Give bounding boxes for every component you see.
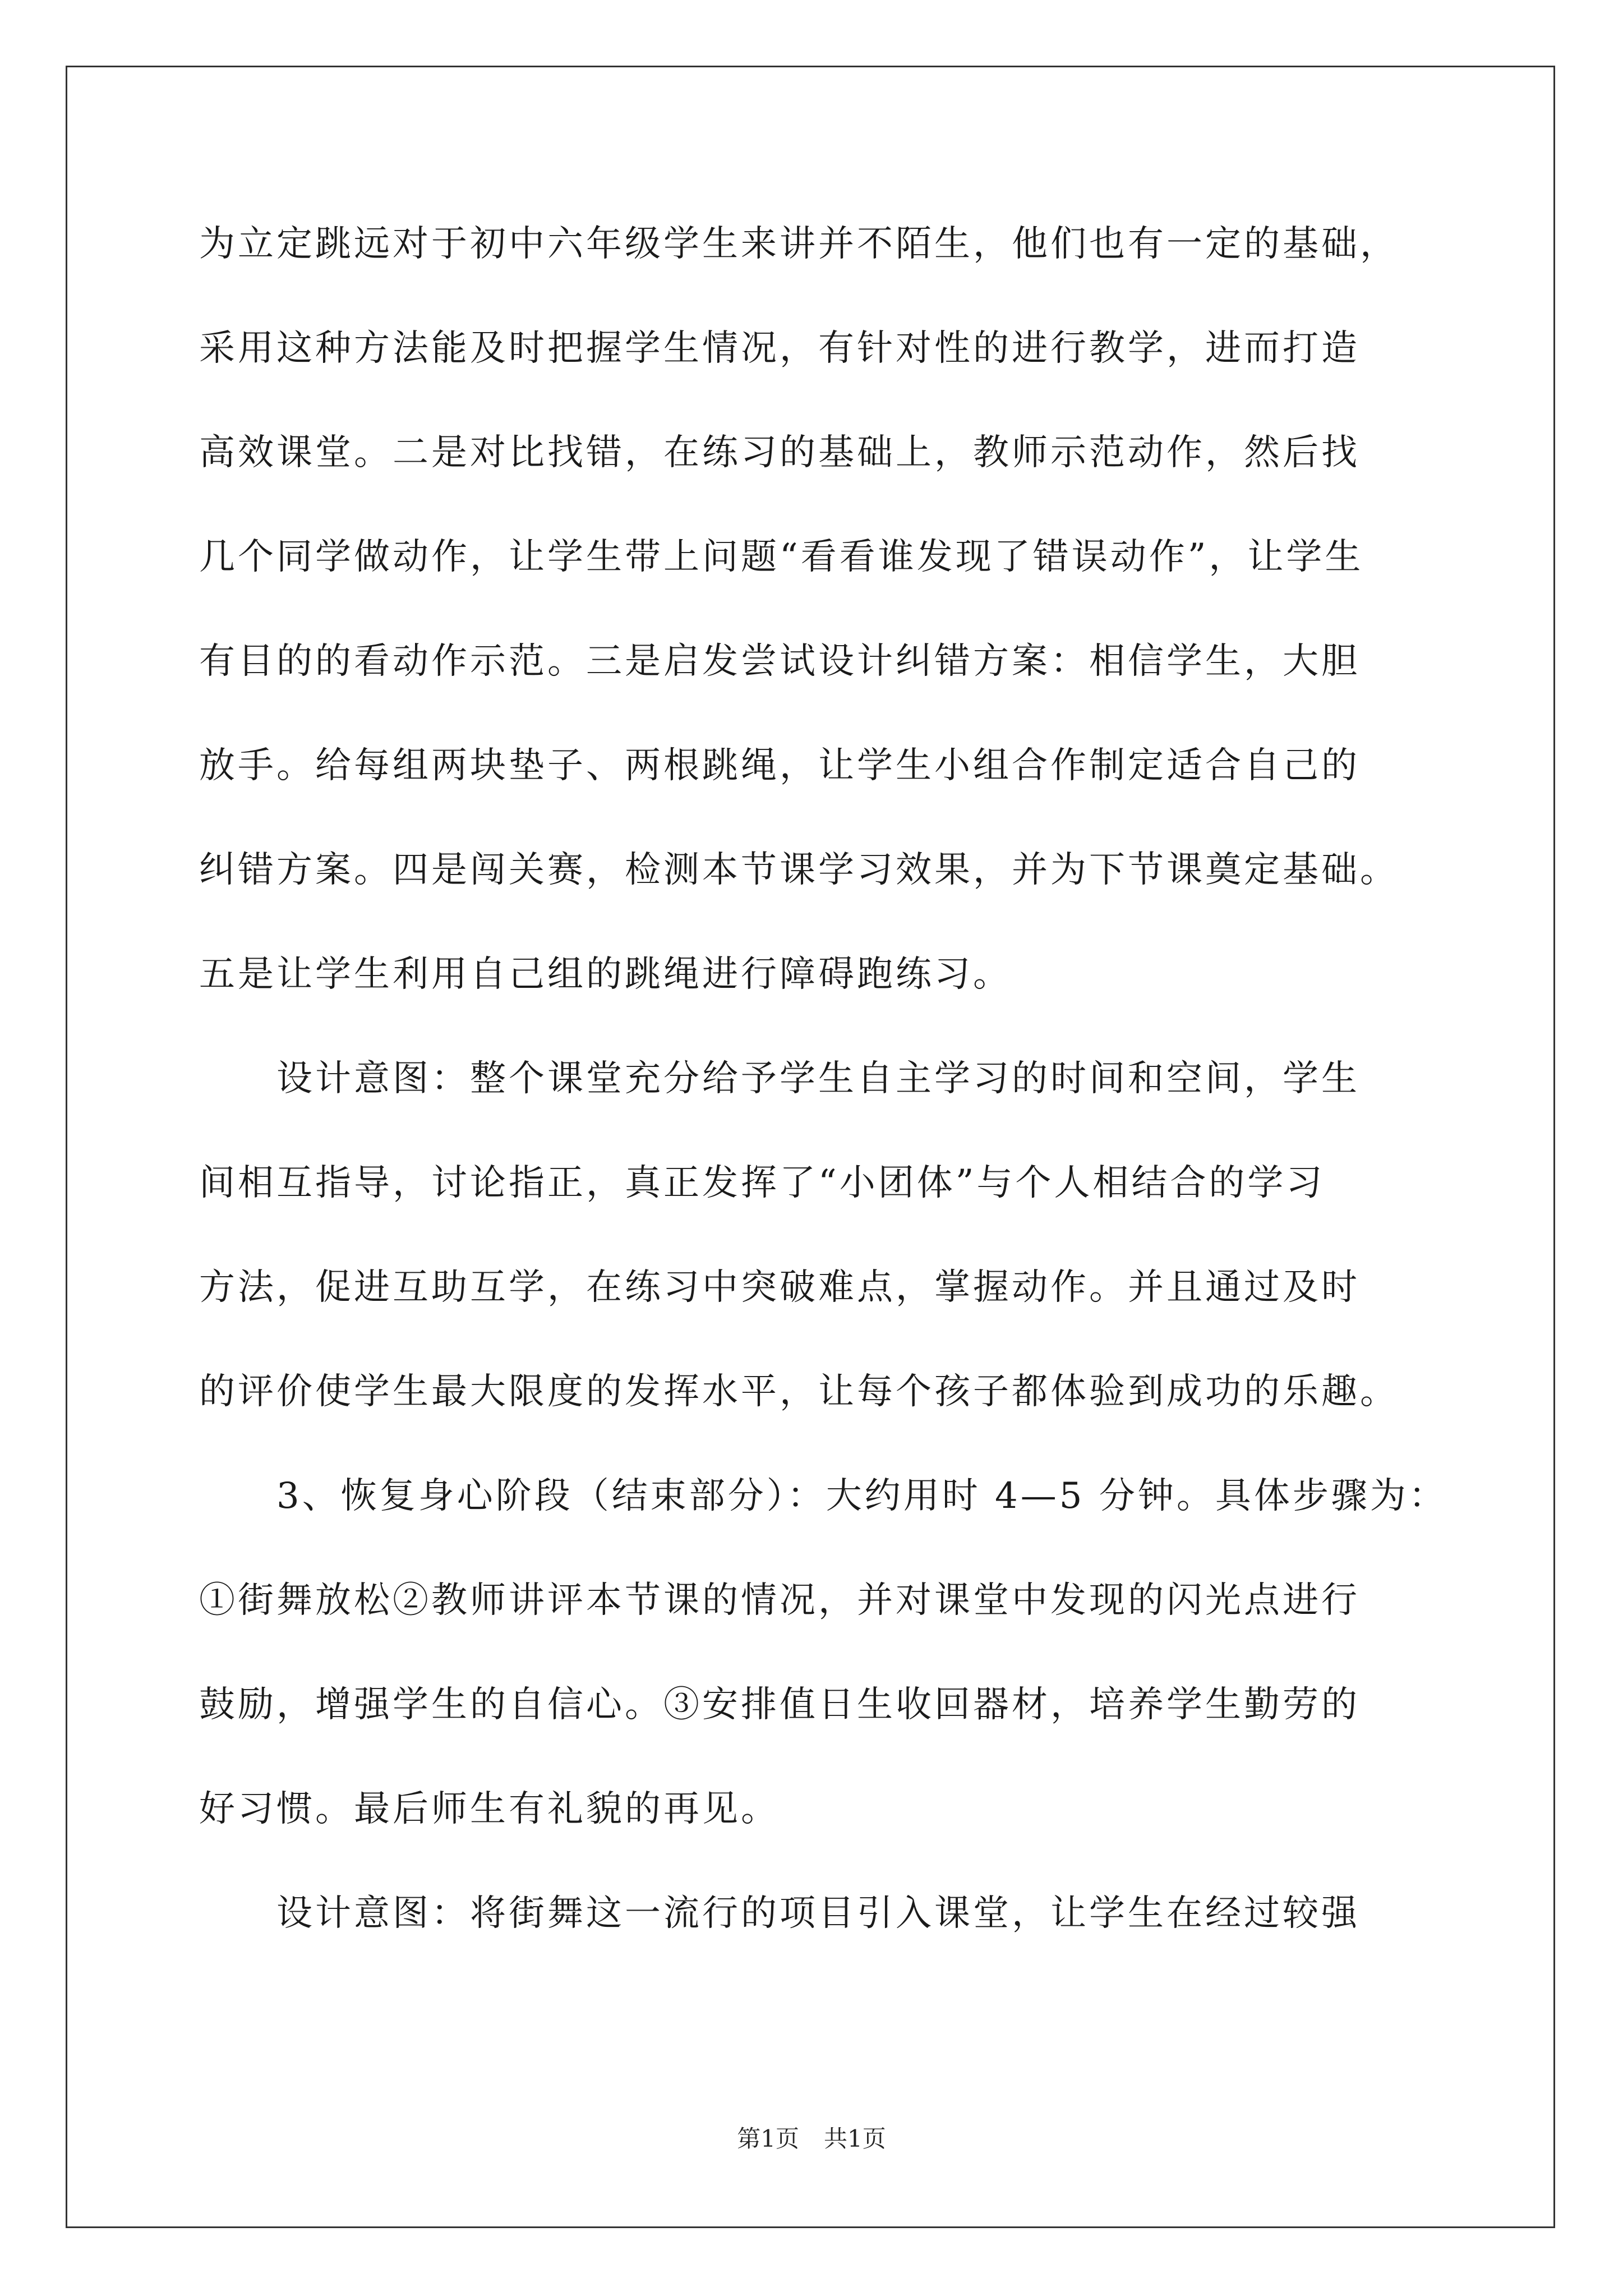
text-line: 几个同学做动作，让学生带上问题“看看谁发现了错误动作”，让学生 <box>199 536 1364 578</box>
page-total: 共1页 <box>824 2125 886 2152</box>
text-line: ①街舞放松②教师讲评本节课的情况，并对课堂中发现的闪光点进行 <box>199 1580 1360 1621</box>
text-line: 3、恢复身心阶段（结束部分）：大约用时 4—5 分钟。具体步骤为： <box>199 1475 1447 1517</box>
text-line: 设计意图：整个课堂充分给予学生自主学习的时间和空间，学生 <box>199 1058 1360 1099</box>
text-line: 有目的的看动作示范。三是启发尝试设计纠错方案：相信学生，大胆 <box>199 641 1360 682</box>
text-line: 采用这种方法能及时把握学生情况，有针对性的进行教学，进而打造 <box>199 328 1360 369</box>
document-body <box>199 222 1447 1995</box>
text-line: 间相互指导，讨论指正，真正发挥了“小团体”与个人相结合的学习 <box>199 1162 1325 1204</box>
text-line: 放手。给每组两块垫子、两根跳绳，让学生小组合作制定适合自己的 <box>199 745 1360 786</box>
text-line: 好习惯。最后师生有礼貌的再见。 <box>199 1788 780 1830</box>
text-line: 设计意图：将街舞这一流行的项目引入课堂，让学生在经过较强 <box>199 1893 1360 1934</box>
text-line: 方法，促进互助互学，在练习中突破难点，掌握动作。并且通过及时 <box>199 1267 1360 1308</box>
text-line: 高效课堂。二是对比找错，在练习的基础上，教师示范动作，然后找 <box>199 432 1360 473</box>
text-line: 鼓励，增强学生的自信心。③安排值日生收回器材，培养学生勤劳的 <box>199 1684 1360 1726</box>
text-line: 的评价使学生最大限度的发挥水平，让每个孩子都体验到成功的乐趣。 <box>199 1371 1399 1412</box>
text-line: 五是让学生利用自己组的跳绳进行障碍跑练习。 <box>199 954 1012 995</box>
page-footer <box>0 2125 1623 2153</box>
text-line: 纠错方案。四是闯关赛，检测本节课学习效果，并为下节课奠定基础。 <box>199 849 1399 891</box>
page-number: 第1页 <box>737 2125 799 2152</box>
text-line: 为立定跳远对于初中六年级学生来讲并不陌生，他们也有一定的基础， <box>199 223 1399 265</box>
